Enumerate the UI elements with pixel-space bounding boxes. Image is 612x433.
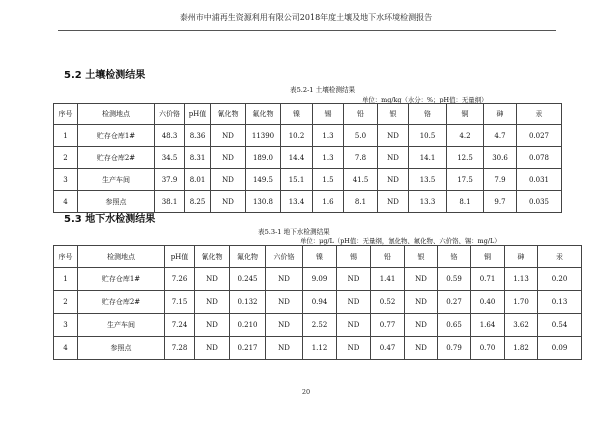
table-cell: 1.13 (505, 268, 538, 291)
table-cell: 1.70 (505, 291, 538, 314)
col-header-ph: pH值 (165, 246, 195, 268)
table-cell: 37.9 (155, 169, 185, 191)
table-cell: 14.1 (409, 147, 447, 169)
table-cell: 149.5 (246, 169, 281, 191)
table-cell: 8.31 (185, 147, 211, 169)
table-cell: 1.3 (313, 147, 344, 169)
table-row (54, 169, 562, 191)
soil-table-caption: 表5.2-1 土壤检测结果 (290, 86, 356, 94)
table-cell: 3 (54, 314, 78, 337)
table-cell: 0.09 (538, 337, 582, 360)
table-cell: 11390 (246, 125, 281, 147)
table-cell: 2 (54, 291, 78, 314)
groundwater-table-unit: 单位：μg/L（pH值：无量纲，氰化物、氟化物、六价铬、锡：mg/L） (300, 237, 501, 245)
table-cell: 10.2 (281, 125, 313, 147)
col-header-mercury: 汞 (538, 246, 582, 268)
table-cell: 8.36 (185, 125, 211, 147)
table-cell: 0.210 (230, 314, 266, 337)
col-header-nickel: 镍 (281, 104, 313, 125)
table-cell: 0.59 (438, 268, 471, 291)
table-cell: ND (211, 191, 246, 213)
table-cell: 1.6 (313, 191, 344, 213)
table-row (54, 314, 582, 337)
table-cell: ND (337, 291, 371, 314)
table-cell: 参照点 (78, 191, 155, 213)
table-cell: ND (266, 314, 303, 337)
table-row (54, 125, 562, 147)
table-cell: 1.3 (313, 125, 344, 147)
table-cell: ND (405, 268, 438, 291)
col-header-ph: pH值 (185, 104, 211, 125)
table-cell: 7.9 (484, 169, 517, 191)
page-number: 20 (301, 388, 311, 396)
table-cell: 13.3 (409, 191, 447, 213)
table-cell: 1.64 (471, 314, 505, 337)
groundwater-results-table (53, 245, 582, 360)
header-rule (58, 30, 556, 31)
table-cell: 0.47 (371, 337, 405, 360)
table-row (54, 291, 582, 314)
table-cell: ND (211, 169, 246, 191)
table-cell: 130.8 (246, 191, 281, 213)
table-cell: 0.217 (230, 337, 266, 360)
table-cell: ND (337, 314, 371, 337)
table-cell: 0.70 (471, 337, 505, 360)
col-header-nickel: 镍 (303, 246, 337, 268)
soil-results-table (53, 103, 562, 213)
table-cell: 38.1 (155, 191, 185, 213)
table-cell: 2 (54, 147, 78, 169)
table-cell: ND (378, 169, 409, 191)
table-cell: 8.01 (185, 169, 211, 191)
table-cell: ND (195, 337, 230, 360)
table-cell: 8.25 (185, 191, 211, 213)
table-cell: 7.28 (165, 337, 195, 360)
table-cell: 生产车间 (78, 314, 165, 337)
col-header-fluoride: 氟化物 (246, 104, 281, 125)
table-cell: ND (378, 125, 409, 147)
table-cell: 贮存仓库2# (78, 291, 165, 314)
table-cell: ND (337, 268, 371, 291)
table-cell: 0.20 (538, 268, 582, 291)
table-cell: 12.5 (447, 147, 484, 169)
table-row (54, 268, 582, 291)
table-cell: 7.15 (165, 291, 195, 314)
col-header-silver: 银 (378, 104, 409, 125)
col-header-chromium: 铬 (409, 104, 447, 125)
table-cell: 8.1 (447, 191, 484, 213)
table-cell: 0.245 (230, 268, 266, 291)
table-cell: 48.3 (155, 125, 185, 147)
table-cell: 9.09 (303, 268, 337, 291)
col-header-fluoride: 氟化物 (230, 246, 266, 268)
table-cell: 0.132 (230, 291, 266, 314)
page-header: 泰州市中浦再生资源利用有限公司2018年度土壤及地下水环境检测报告 (179, 13, 433, 22)
table-cell: 0.078 (517, 147, 562, 169)
table-cell: 10.5 (409, 125, 447, 147)
table-cell: ND (266, 291, 303, 314)
table-cell: 5.0 (344, 125, 378, 147)
table-cell: 41.5 (344, 169, 378, 191)
table-cell: 0.027 (517, 125, 562, 147)
col-header-chromium: 铬 (438, 246, 471, 268)
table-cell: 3.62 (505, 314, 538, 337)
col-header-tin: 锡 (337, 246, 371, 268)
table-cell: 8.1 (344, 191, 378, 213)
table-cell: ND (378, 191, 409, 213)
table-cell: 4 (54, 337, 78, 360)
table-cell: ND (405, 337, 438, 360)
table-cell: 贮存仓库2# (78, 147, 155, 169)
table-cell: 9.7 (484, 191, 517, 213)
table-cell: ND (378, 147, 409, 169)
col-header-index: 序号 (54, 246, 78, 268)
col-header-cyanide: 氰化物 (211, 104, 246, 125)
groundwater-table-caption: 表5.3-1 地下水检测结果 (258, 228, 330, 236)
col-header-copper: 铜 (447, 104, 484, 125)
table-cell: 0.77 (371, 314, 405, 337)
table-cell: ND (337, 337, 371, 360)
soil-header-row (54, 104, 562, 125)
table-cell: 4.2 (447, 125, 484, 147)
soil-table-unit: 单位：mg/kg（水分：%；pH值：无量纲） (362, 96, 488, 104)
table-cell: 34.5 (155, 147, 185, 169)
table-cell: 0.94 (303, 291, 337, 314)
table-cell: 0.035 (517, 191, 562, 213)
col-header-cr6: 六价铬 (266, 246, 303, 268)
col-header-silver: 银 (405, 246, 438, 268)
table-cell: 13.4 (281, 191, 313, 213)
table-cell: 1.5 (313, 169, 344, 191)
table-cell: 2.52 (303, 314, 337, 337)
table-cell: 0.71 (471, 268, 505, 291)
col-header-lead: 铅 (344, 104, 378, 125)
table-row (54, 337, 582, 360)
table-cell: 贮存仓库1# (78, 268, 165, 291)
table-cell: 30.6 (484, 147, 517, 169)
table-cell: 1.41 (371, 268, 405, 291)
table-row (54, 147, 562, 169)
table-cell: 1 (54, 125, 78, 147)
table-cell: ND (266, 268, 303, 291)
table-cell: 参照点 (78, 337, 165, 360)
table-cell: 7.8 (344, 147, 378, 169)
col-header-copper: 铜 (471, 246, 505, 268)
table-cell: 0.031 (517, 169, 562, 191)
table-cell: ND (405, 291, 438, 314)
col-header-cr6: 六价铬 (155, 104, 185, 125)
table-cell: 0.79 (438, 337, 471, 360)
table-cell: 13.5 (409, 169, 447, 191)
table-cell: ND (195, 268, 230, 291)
table-cell: 贮存仓库1# (78, 125, 155, 147)
col-header-site: 检测地点 (78, 104, 155, 125)
table-cell: ND (266, 337, 303, 360)
col-header-cyanide: 氰化物 (195, 246, 230, 268)
table-cell: 0.52 (371, 291, 405, 314)
table-cell: 7.24 (165, 314, 195, 337)
table-cell: 17.5 (447, 169, 484, 191)
table-cell: 0.40 (471, 291, 505, 314)
table-cell: 15.1 (281, 169, 313, 191)
table-cell: 1.12 (303, 337, 337, 360)
col-header-lead: 铅 (371, 246, 405, 268)
table-cell: ND (195, 314, 230, 337)
table-cell: ND (211, 125, 246, 147)
groundwater-section-heading: 5.3 地下水检测结果 (64, 214, 156, 225)
table-cell: 7.26 (165, 268, 195, 291)
table-cell: ND (195, 291, 230, 314)
col-header-mercury: 汞 (517, 104, 562, 125)
table-cell: 4.7 (484, 125, 517, 147)
table-cell: 0.65 (438, 314, 471, 337)
table-cell: 0.13 (538, 291, 582, 314)
table-cell: ND (405, 314, 438, 337)
table-cell: 0.27 (438, 291, 471, 314)
groundwater-header-row (54, 246, 582, 268)
table-cell: 4 (54, 191, 78, 213)
table-cell: 0.54 (538, 314, 582, 337)
table-cell: 189.0 (246, 147, 281, 169)
soil-section-heading: 5.2 土壤检测结果 (64, 70, 146, 81)
table-cell: 1 (54, 268, 78, 291)
col-header-site: 检测地点 (78, 246, 165, 268)
table-cell: 14.4 (281, 147, 313, 169)
table-cell: 生产车间 (78, 169, 155, 191)
table-cell: 1.82 (505, 337, 538, 360)
col-header-arsenic: 砷 (484, 104, 517, 125)
col-header-arsenic: 砷 (505, 246, 538, 268)
table-cell: 3 (54, 169, 78, 191)
table-cell: ND (211, 147, 246, 169)
col-header-tin: 锡 (313, 104, 344, 125)
col-header-index: 序号 (54, 104, 78, 125)
